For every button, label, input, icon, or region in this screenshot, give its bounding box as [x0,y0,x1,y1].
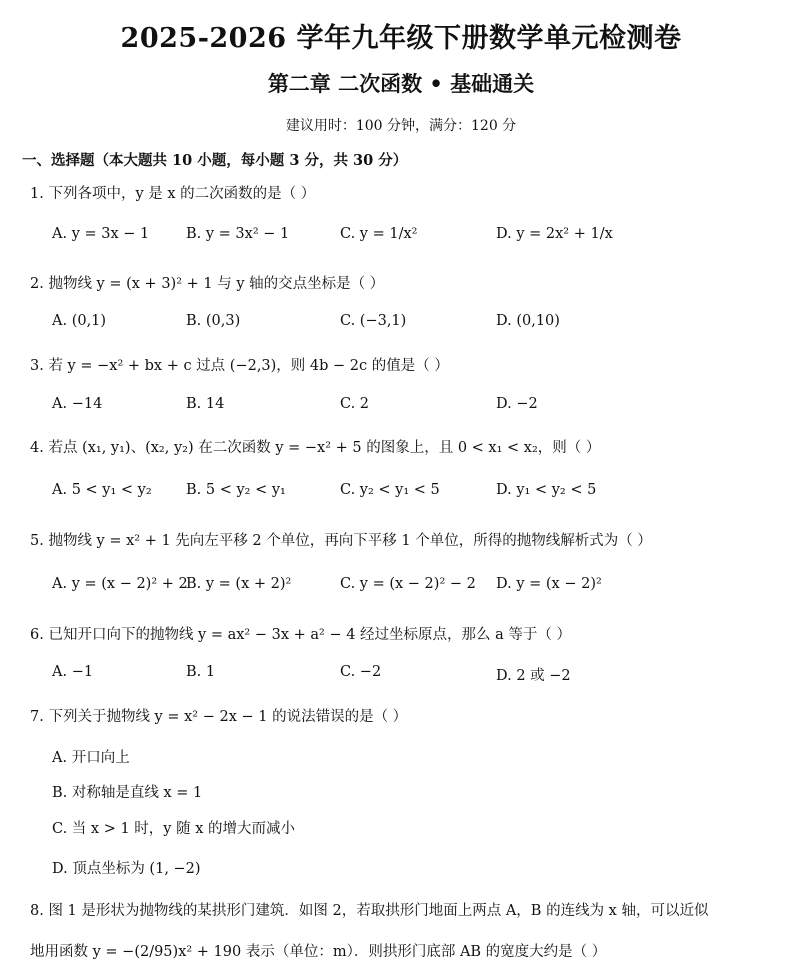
question-2-option-c[interactable]: C. (−3,1) [340,313,407,329]
question-5-stem: 5. 抛物线 y = x² + 1 先向左平移 2 个单位，再向下平移 1 个单位，所得的抛物线解析式为（ ） [30,533,652,549]
question-6-option-b[interactable]: B. 1 [186,664,216,680]
question-2-option-d[interactable]: D. (0,10) [496,313,560,329]
question-1-option-d[interactable]: D. y = 2x² + 1/x [496,226,613,242]
question-2-stem: 2. 抛物线 y = (x + 3)² + 1 与 y 轴的交点坐标是（ ） [30,276,385,292]
question-3-option-b[interactable]: B. 14 [186,396,225,412]
question-5-option-b[interactable]: B. y = (x + 2)² [186,576,292,592]
chapter-subtitle: 第二章 二次函数 • 基础通关 [267,71,535,96]
question-3-stem: 3. 若 y = −x² + bx + c 过点 (−2,3)，则 4b − 2c 的值是（ ） [30,358,449,374]
question-1-option-b[interactable]: B. y = 3x² − 1 [186,226,290,242]
question-7-option-d[interactable]: D. 顶点坐标为 (1, −2) [52,861,201,877]
exam-title: 2025-2026 学年九年级下册数学单元检测卷 [120,23,682,54]
time-and-score: 建议用时：100 分钟，满分：120 分 [285,118,517,134]
question-5-option-d[interactable]: D. y = (x − 2)² [496,576,602,592]
question-8-stem-continued: 地用函数 y = −(2/95)x² + 190 表示（单位：m）．则拱形门底部 AB 的宽度大约是（ ） [30,944,607,960]
question-4-option-d[interactable]: D. y₁ < y₂ < 5 [496,482,597,498]
question-1-option-a[interactable]: A. y = 3x − 1 [52,226,150,242]
question-6-option-a[interactable]: A. −1 [52,664,94,680]
question-6-option-c[interactable]: C. −2 [340,664,382,680]
question-2-option-a[interactable]: A. (0,1) [52,313,107,329]
question-7-stem: 7. 下列关于抛物线 y = x² − 2x − 1 的说法错误的是（ ） [30,709,408,725]
question-7-option-a[interactable]: A. 开口向上 [52,750,130,766]
question-8-stem: 8. 图 1 是形状为抛物线的某拱形门建筑．如图 2，若取拱形门地面上两点 A，B 的连线为 x 轴，可以近似 [30,903,709,919]
question-6-option-d[interactable]: D. 2 或 −2 [496,668,571,684]
question-7-option-b[interactable]: B. 对称轴是直线 x = 1 [52,785,203,801]
question-1-option-c[interactable]: C. y = 1/x² [340,226,418,242]
question-4-option-c[interactable]: C. y₂ < y₁ < 5 [340,482,440,498]
question-4-stem: 4. 若点 (x₁, y₁)、(x₂, y₂) 在二次函数 y = −x² + 5 的图象上，且 0 < x₁ < x₂，则（ ） [30,440,601,456]
question-5-option-a[interactable]: A. y = (x − 2)² + 2 [52,576,188,592]
question-5-option-c[interactable]: C. y = (x − 2)² − 2 [340,576,476,592]
question-3-option-c[interactable]: C. 2 [340,396,370,412]
question-7-option-c[interactable]: C. 当 x > 1 时，y 随 x 的增大而减小 [52,821,295,837]
question-2-option-b[interactable]: B. (0,3) [186,313,241,329]
question-1-stem: 1. 下列各项中，y 是 x 的二次函数的是（ ） [30,186,316,202]
question-3-option-a[interactable]: A. −14 [52,396,103,412]
question-3-option-d[interactable]: D. −2 [496,396,538,412]
question-4-option-b[interactable]: B. 5 < y₂ < y₁ [186,482,286,498]
section-heading: 一、选择题（本大题共 10 小题，每小题 3 分，共 30 分） [22,152,408,169]
question-6-stem: 6. 已知开口向下的抛物线 y = ax² − 3x + a² − 4 经过坐标原点，那么 a 等于（ ） [30,627,572,643]
question-4-option-a[interactable]: A. 5 < y₁ < y₂ [52,482,152,498]
